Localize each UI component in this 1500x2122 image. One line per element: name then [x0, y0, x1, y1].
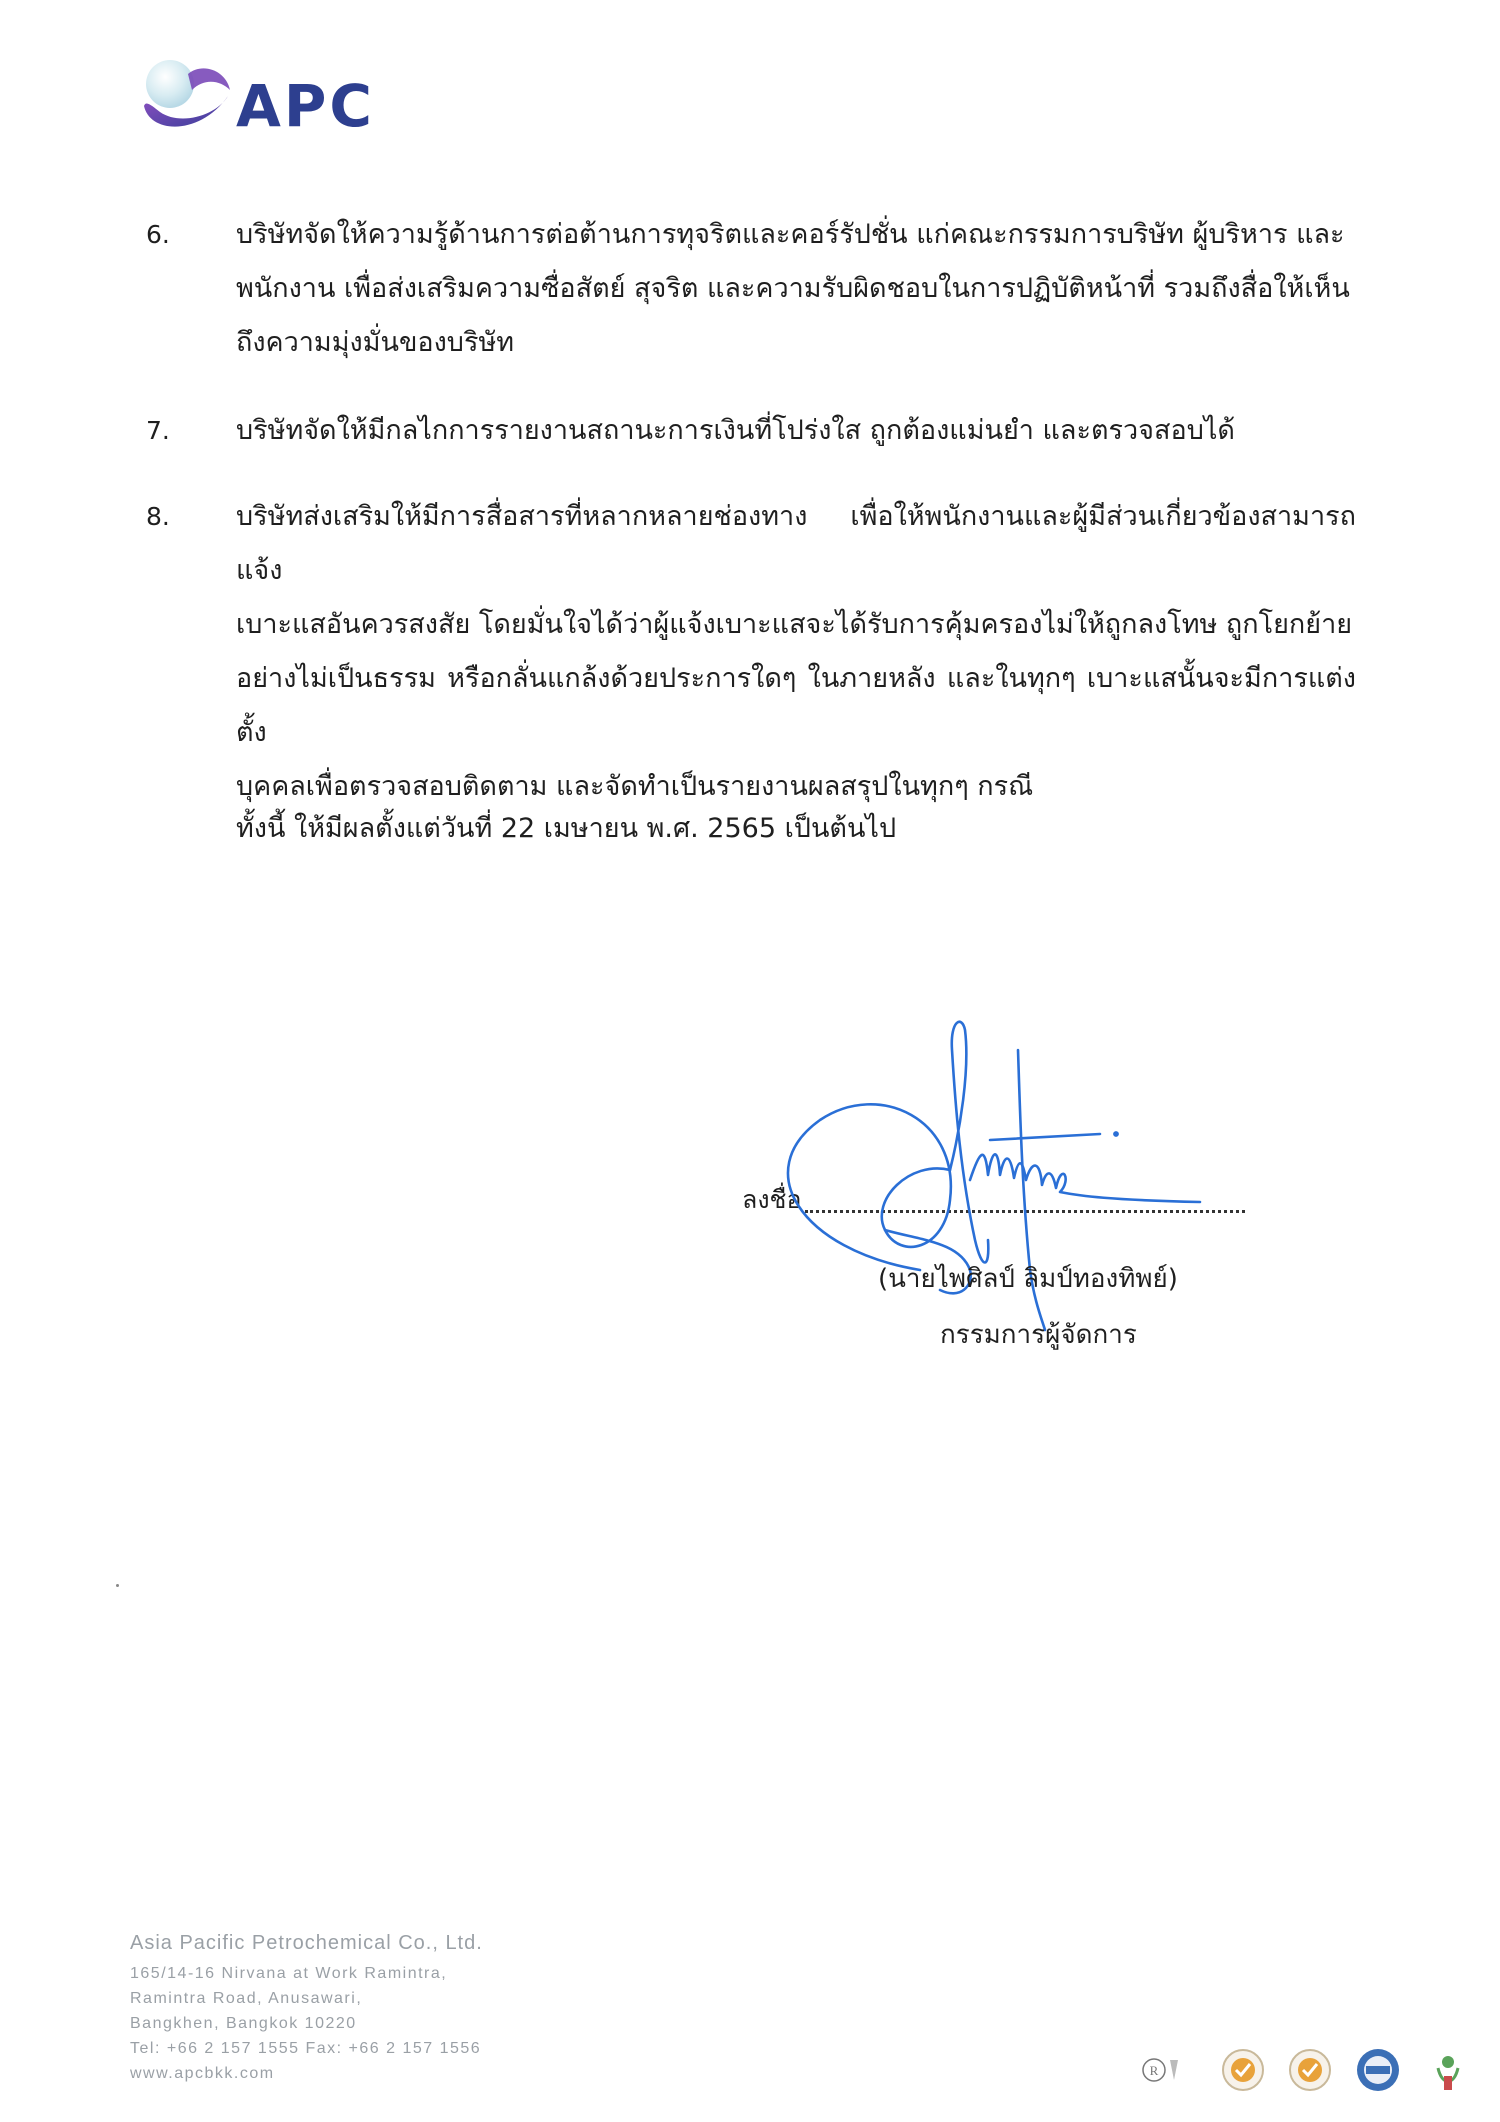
- footer-address-line: 165/14-16 Nirvana at Work Ramintra,: [130, 1965, 448, 1982]
- company-logo-text: APC: [236, 72, 375, 140]
- certification-icons: [1138, 2040, 1478, 2100]
- footer-address-line: Ramintra Road, Anusawari,: [130, 1990, 363, 2007]
- clause-line: อย่างไม่เป็นธรรม หรือกลั่นแกล้งด้วยประการใดๆ ในภายหลัง และในทุกๆ เบาะแสนั้นจะมีการแต่งตั้ง: [236, 663, 1356, 748]
- iso-cert-icon-2: [1290, 2050, 1330, 2090]
- footer-company-name: Asia Pacific Petrochemical Co., Ltd.: [130, 1932, 483, 1954]
- clause-text: [236, 208, 1356, 370]
- footer-address-line: Bangkhen, Bangkok 10220: [130, 2015, 357, 2032]
- clause-line: ถึงความมุ่งมั่นของบริษัท: [236, 327, 515, 358]
- clause-number: 7.: [146, 416, 170, 445]
- svg-text:R: R: [1149, 2063, 1159, 2078]
- award-icon: [1438, 2056, 1458, 2090]
- effective-date-statement: ทั้งนี้ ให้มีผลตั้งแต่วันที่ 22 เมษายน พ.ศ. 2565 เป็นต้นไป: [236, 813, 897, 844]
- clause-line: บุคคลเพื่อตรวจสอบติดตาม และจัดทำเป็นรายงานผลสรุปในทุกๆ กรณี: [236, 771, 1034, 802]
- signer-title: กรรมการผู้จัดการ: [940, 1320, 1137, 1350]
- clause-line: บริษัทจัดให้ความรู้ด้านการต่อต้านการทุจริตและคอร์รัปชั่น แก่คณะกรรมการบริษัท ผู้บริหาร และ: [236, 219, 1345, 250]
- registered-mark-icon: [1143, 2059, 1178, 2081]
- clause-number: 6.: [146, 220, 170, 249]
- footer-contact: Tel: +66 2 157 1555 Fax: +66 2 157 1556: [130, 2040, 482, 2057]
- scan-dot: [116, 1584, 119, 1587]
- iso-cert-icon: [1223, 2050, 1263, 2090]
- clause-line: เบาะแสอันควรสงสัย โดยมั่นใจได้ว่าผู้แจ้งเบาะแสจะได้รับการคุ้มครองไม่ให้ถูกลงโทษ ถูกโยกย้าย: [236, 609, 1353, 640]
- sign-label: ลงชื่อ: [742, 1185, 802, 1214]
- footer-address-block: [130, 1932, 483, 2086]
- masci-cert-icon: [1357, 2049, 1399, 2091]
- clause-line: พนักงาน เพื่อส่งเสริมความซื่อสัตย์ สุจริต และความรับผิดชอบในการปฏิบัติหน้าที่ รวมถึงสื่อให้เห็น: [236, 273, 1350, 304]
- clause-text: [236, 404, 1356, 458]
- clause-number: 8.: [146, 502, 170, 531]
- clause-line: บริษัทจัดให้มีกลไกการรายงานสถานะการเงินที่โปร่งใส ถูกต้องแม่นยำ และตรวจสอบได้: [236, 415, 1235, 446]
- footer-website: www.apcbkk.com: [130, 2065, 275, 2082]
- clause-text: [236, 490, 1356, 814]
- signer-name: (นายไพศิลป์ ลิมป์ทองทิพย์): [878, 1264, 1178, 1294]
- clause-line: บริษัทส่งเสริมให้มีการสื่อสารที่หลากหลายช่องทาง เพื่อให้พนักงานและผู้มีส่วนเกี่ยวข้องสามารถแจ้ง: [236, 501, 1356, 586]
